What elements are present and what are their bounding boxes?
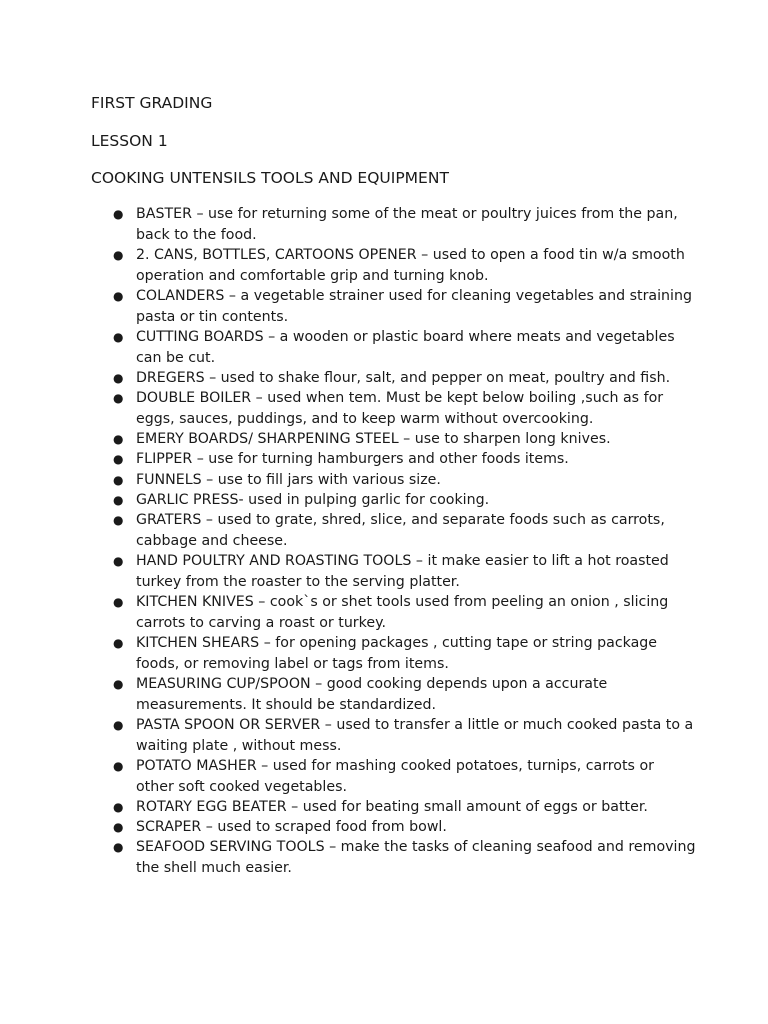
list-item xyxy=(113,204,696,246)
list-item xyxy=(113,286,696,328)
list-item xyxy=(113,368,696,389)
tools-list xyxy=(113,204,696,878)
list-item xyxy=(113,592,696,634)
bullet-dot-icon: ● xyxy=(113,677,124,692)
list-item-text: DREGERS – used to shake flour, salt, and pepper on meat, poultry and fish. xyxy=(136,370,671,386)
list-item-text: COLANDERS – a vegetable strainer used for cleaning vegetables and straining pasta or tin contents. xyxy=(136,288,692,325)
bullet-dot-icon: ● xyxy=(113,391,124,406)
list-item xyxy=(113,470,696,491)
bullet-dot-icon: ● xyxy=(113,718,124,733)
bullet-dot-icon: ● xyxy=(113,248,124,262)
bullet-dot-icon: ● xyxy=(113,289,124,303)
list-item-text: SEAFOOD SERVING TOOLS – make the tasks of cleaning seafood and removing the shell much easier. xyxy=(136,839,696,877)
list-item xyxy=(113,817,696,838)
list-item xyxy=(113,551,696,593)
list-item-text: SCRAPER – used to scraped food from bowl. xyxy=(136,819,447,836)
bullet-dot-icon: ● xyxy=(113,472,124,487)
list-item-text: DOUBLE BOILER – used when tem. Must be kept below boiling ,such as for eggs, sauces, puddings, and to keep warm without overcooking. xyxy=(136,390,664,427)
bullet-dot-icon: ● xyxy=(113,207,124,221)
bullet-dot-icon: ● xyxy=(113,595,124,610)
bullet-dot-icon: ● xyxy=(113,820,124,835)
list-item-text: ROTARY EGG BEATER – used for beating small amount of eggs or batter. xyxy=(136,799,648,816)
list-item-text: KITCHEN KNIVES – cook`s or shet tools used from peeling an onion , slicing carrots to carving a roast or turkey. xyxy=(136,594,669,631)
bullet-dot-icon: ● xyxy=(113,330,124,344)
list-item-text: HAND POULTRY AND ROASTING TOOLS – it make easier to lift a hot roasted turkey from the roaster to the serving platter. xyxy=(136,553,669,590)
bullet-dot-icon: ● xyxy=(113,800,124,815)
bullet-dot-icon: ● xyxy=(113,636,124,651)
list-item xyxy=(113,388,696,430)
list-item-text: CUTTING BOARDS – a wooden or plastic board where meats and vegetables can be cut. xyxy=(136,329,675,366)
list-item-text: PASTA SPOON OR SERVER – used to transfer a little or much cooked pasta to a waiting plate , without mess. xyxy=(136,717,694,754)
list-item xyxy=(113,327,696,369)
list-item-text: MEASURING CUP/SPOON – good cooking depends upon a accurate measurements. It should be standardized. xyxy=(136,676,608,713)
bullet-dot-icon: ● xyxy=(113,840,124,855)
list-item-text: 2. CANS, BOTTLES, CARTOONS OPENER – used to open a food tin w/a smooth operation and comfortable grip and turning knob. xyxy=(136,247,685,284)
list-item-text: POTATO MASHER – used for mashing cooked potatoes, turnips, carrots or other soft cooked vegetables. xyxy=(136,758,654,795)
list-item xyxy=(113,449,696,470)
list-item-text: FUNNELS – use to fill jars with various size. xyxy=(136,471,441,488)
list-item-text: FLIPPER – use for turning hamburgers and other foods items. xyxy=(136,451,569,468)
list-item-text: GRATERS – used to grate, shred, slice, and separate foods such as carrots, cabbage and cheese. xyxy=(136,512,665,549)
list-item xyxy=(113,715,696,757)
bullet-dot-icon: ● xyxy=(113,554,124,569)
list-item-text: KITCHEN SHEARS – for opening packages , cutting tape or string package foods, or removing label or tags from items. xyxy=(136,635,658,672)
grading-heading: FIRST GRADING xyxy=(91,94,213,112)
list-item xyxy=(113,490,696,511)
bullet-dot-icon: ● xyxy=(113,371,124,385)
list-item xyxy=(113,633,696,675)
list-item xyxy=(113,429,696,450)
bullet-dot-icon: ● xyxy=(113,759,124,774)
list-item-text: GARLIC PRESS- used in pulping garlic for cooking. xyxy=(136,491,490,508)
list-item xyxy=(113,797,696,818)
topic-heading: COOKING UNTENSILS TOOLS AND EQUIPMENT xyxy=(91,169,449,187)
bullet-dot-icon: ● xyxy=(113,452,124,467)
list-item-text: EMERY BOARDS/ SHARPENING STEEL – use to sharpen long knives. xyxy=(136,431,611,448)
list-item xyxy=(113,245,696,287)
list-item xyxy=(113,674,696,716)
bullet-dot-icon: ● xyxy=(113,492,124,507)
list-item xyxy=(113,837,696,879)
list-item xyxy=(113,510,696,552)
bullet-dot-icon: ● xyxy=(113,432,124,447)
bullet-dot-icon: ● xyxy=(113,513,124,528)
list-item-text: BASTER – use for returning some of the meat or poultry juices from the pan, back to the food. xyxy=(136,206,678,243)
list-item xyxy=(113,756,696,798)
lesson-heading: LESSON 1 xyxy=(91,132,168,150)
